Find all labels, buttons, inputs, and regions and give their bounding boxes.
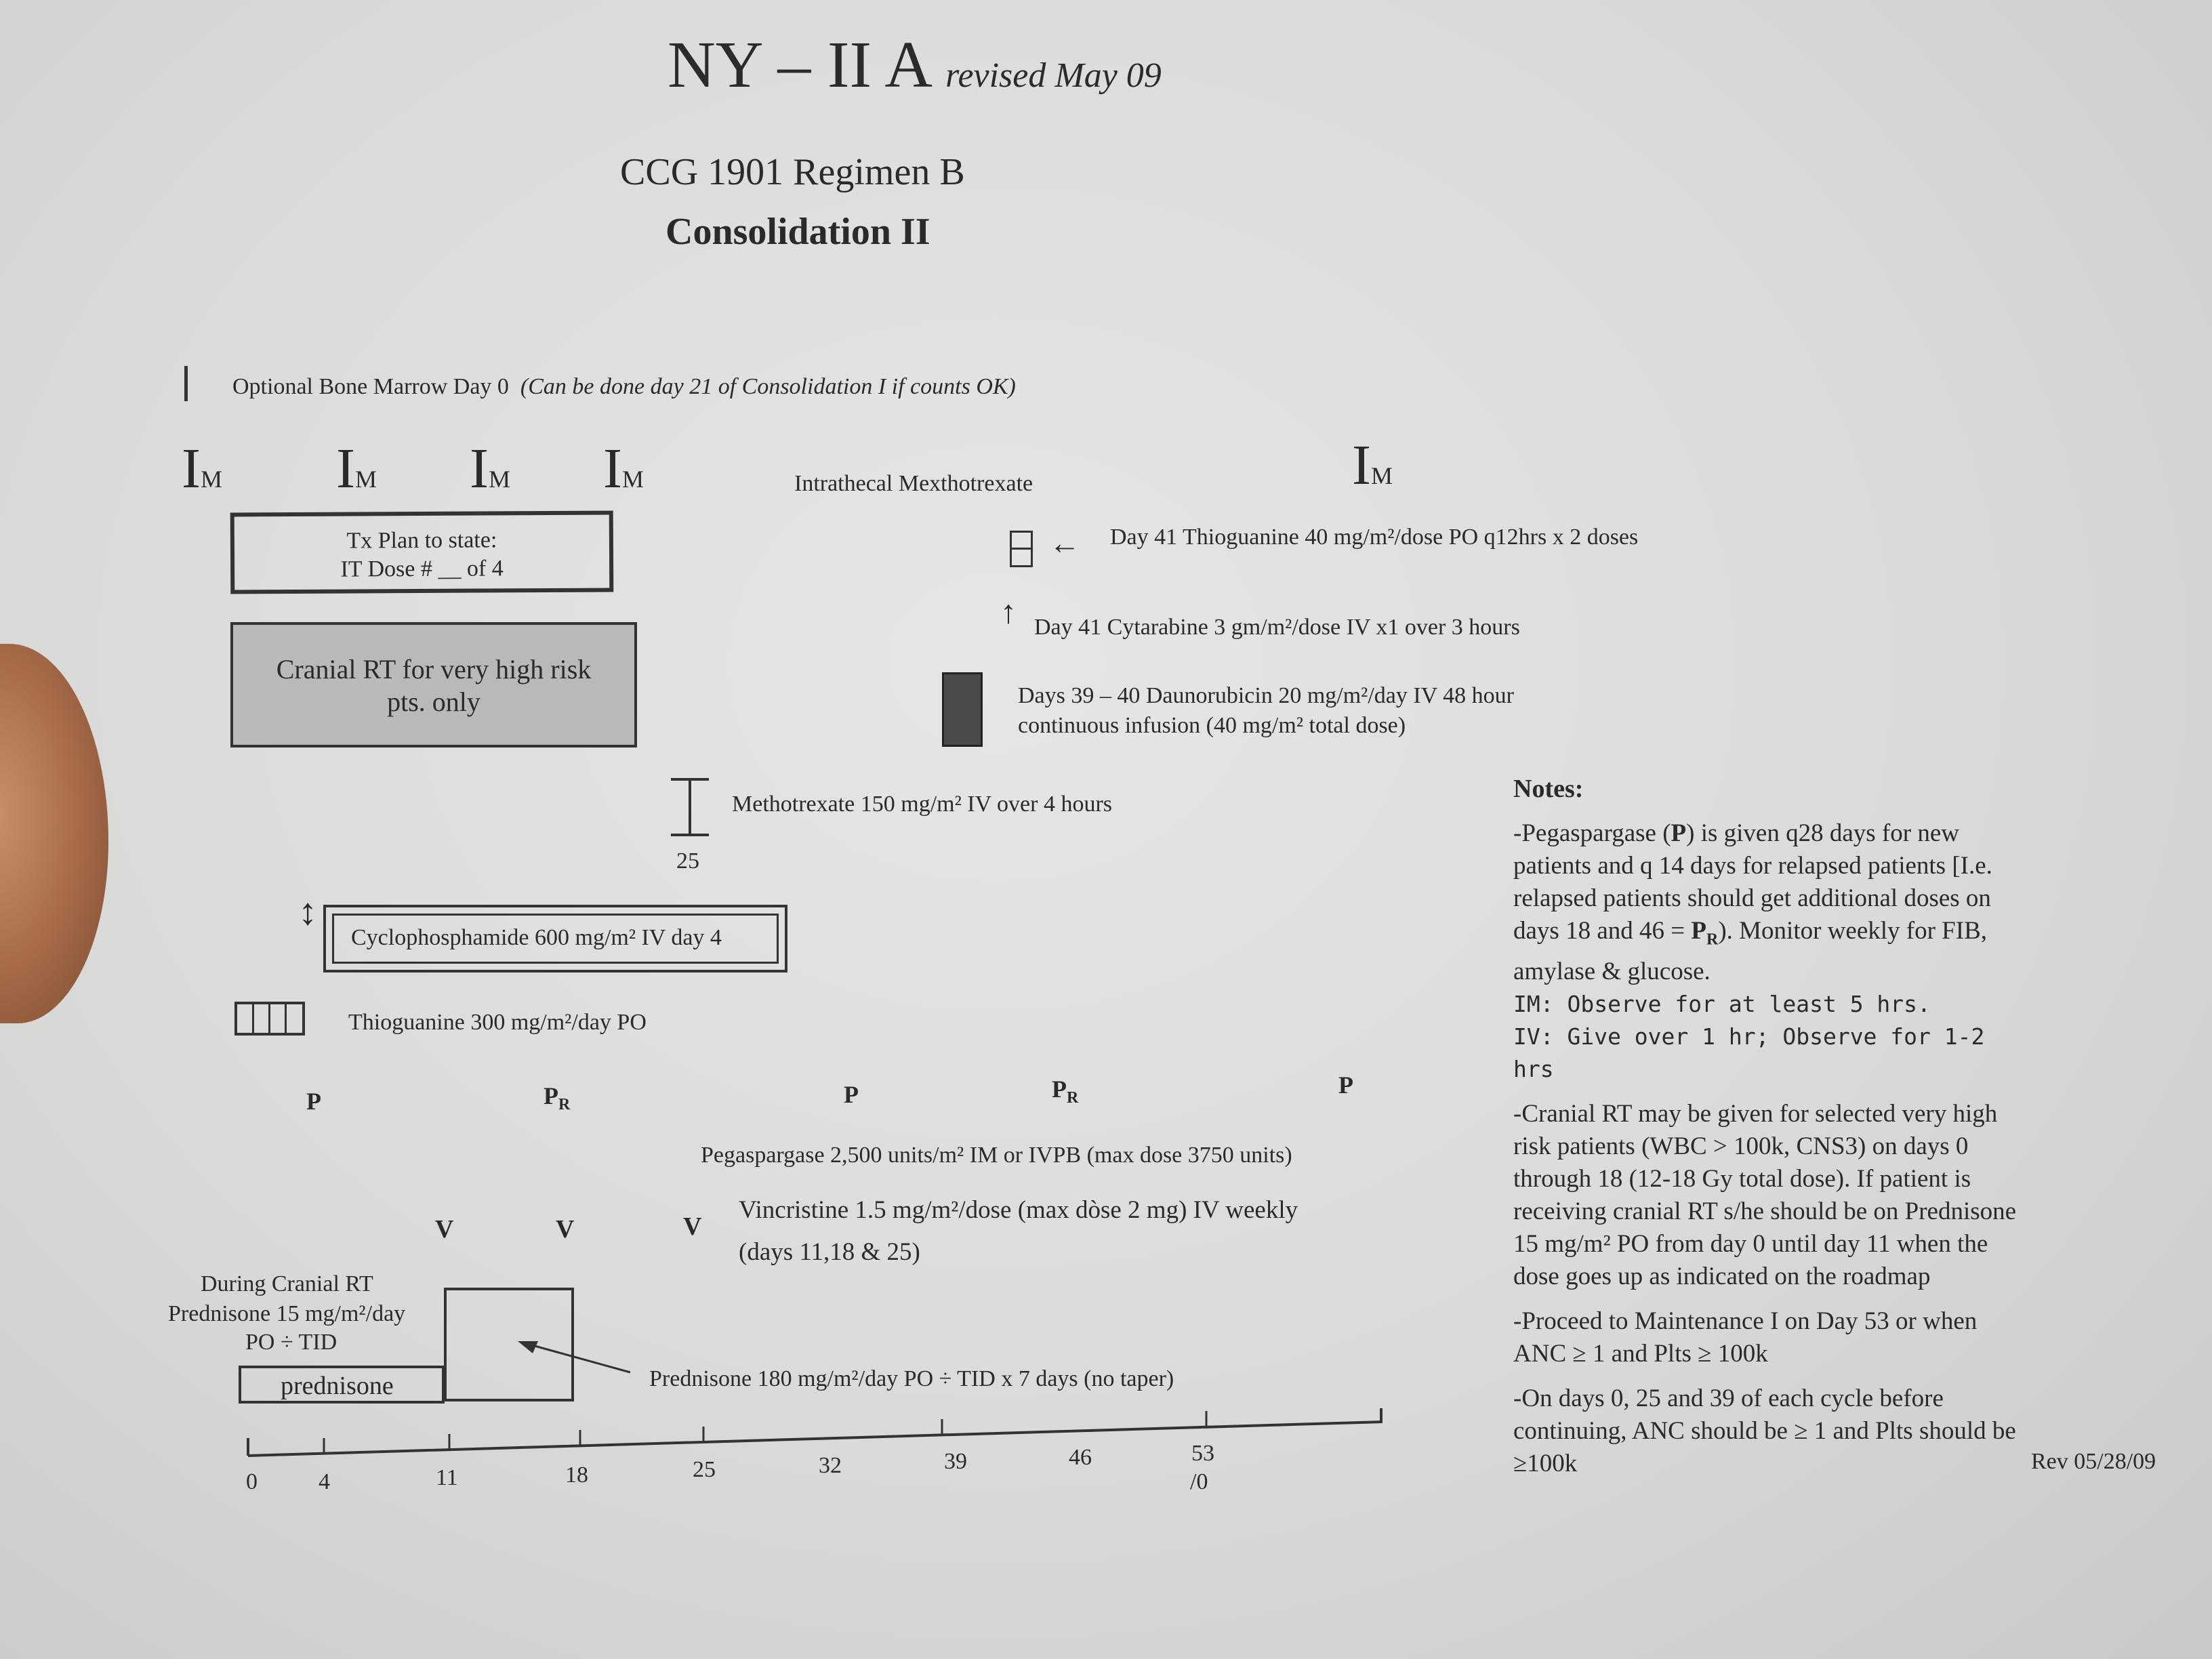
vincristine-marker-day25: V [683,1212,702,1241]
methotrexate-iv-icon [671,778,709,836]
notes-panel [1513,773,2028,1480]
during-rt-line2: Prednisone 15 mg/m²/day [168,1301,406,1326]
prednisone-main-text: Prednisone 180 mg/m²/day PO ÷ TID x 7 days (no taper) [649,1366,1174,1391]
left-arrow-icon: ← [1049,526,1080,560]
note-proceed: -Proceed to Maintenance I on Day 53 or when ANC ≥ 1 and Plts ≥ 100k [1513,1307,1978,1368]
day41-thio-text: Day 41 Thioguanine 40 mg/m²/dose PO q12hrs x 2 doses [1110,525,1639,550]
it-legend: Intrathecal Mexthotrexate [794,471,1033,496]
cranial-rt-box [230,622,637,747]
methotrexate-day: 25 [676,848,699,874]
daunorubicin-infusion-icon [942,672,983,747]
day41-cytarabine-text: Day 41 Cytarabine 3 gm/m²/dose IV x1 over 3 hours [1034,615,1520,640]
notes-heading: Notes: [1513,775,1584,803]
note-cranial: -Cranial RT may be given for selected very high risk patients (WBC > 100k, CNS3) on days 0 through 18 (12-18 Gy total dose). If patient is receiving cranial RT s/he should be on Prednisone 15 mg/m² PO from day 0 until day 11 when the dose goes up as indicated on the roadmap [1513,1100,2017,1291]
dauno-line2: continuous infusion (40 mg/m² total dose) [1018,713,1406,738]
prednisone-low-dose-box [239,1366,445,1404]
note-iv: IV: Give over 1 hr; Observe for 1-2 hrs [1513,1023,1985,1083]
cranial-line1: Cranial RT for very high risk [276,654,592,684]
cyclophosphamide-text: Cyclophosphamide 600 mg/m² IV day 4 [351,925,722,950]
page-title: NY – II A revised May 09 [668,28,1162,102]
peg-relapsed-marker-day18: $P_R$ [544,1082,571,1114]
timeline-day-25: 25 [693,1457,716,1482]
bone-marrow-note: (Can be done day 21 of Consolidation I if counts OK) [520,374,1016,399]
tx-plan-box [230,511,614,594]
note-im: IM: Observe for at least 5 hrs. [1513,991,1931,1018]
thioguanine-text: Thioguanine 300 mg/m²/day PO [348,1010,647,1035]
during-rt-line3: PO ÷ TID [245,1330,337,1355]
tx-plan-line2: IT Dose # __ of 4 [340,556,504,582]
vincristine-marker-day18: V [556,1215,575,1244]
thumb-shadow [0,644,108,1023]
thioguanine-daily-icon [234,1002,305,1036]
thio-q12-icon [1010,531,1033,567]
timeline-day-53-sub: /0 [1190,1469,1208,1494]
timeline-axis [237,1403,1389,1457]
regimen-subtitle: CCG 1901 Regimen B [620,151,965,193]
it-marker-5: IM [1352,434,1393,497]
timeline-day-32: 32 [819,1453,842,1478]
it-marker-3: IM [470,437,510,500]
tx-plan-line1: Tx Plan to state: [346,527,497,554]
note-on-days: -On days 0, 25 and 39 of each cycle before continuing, ANC should be ≥ 1 and Plts should be ≥100k [1513,1385,2016,1478]
dauno-line1: Days 39 – 40 Daunorubicin 20 mg/m²/day IV 48 hour [1018,683,1514,708]
bone-marrow-line: Optional Bone Marrow Day 0 (Can be done day 21 of Consolidation I if counts OK) [232,374,1016,399]
vincristine-marker-day11: V [435,1215,454,1244]
revision-date: Rev 05/28/09 [2031,1449,2156,1474]
timeline-day-46: 46 [1069,1445,1092,1470]
it-marker-1: IM [182,437,222,500]
timeline-day-11: 11 [436,1465,458,1490]
note-pegaspargase: -Pegaspargase (P) is given q28 days for new patients and q 14 days for relapsed patients [I.e. relapsed patients should get additional doses on days 18 and $46 = P_R$). Monitor weekly for FIB, amylase & glucose. [1513,819,1992,986]
timeline-day-39: 39 [944,1449,967,1474]
updown-arrow-icon: ↕ [298,891,317,933]
timeline-day-18: 18 [565,1462,588,1488]
up-arrow-icon: ↑ [1000,594,1017,630]
methotrexate-text: Methotrexate 150 mg/m² IV over 4 hours [732,792,1113,817]
timeline-day-0: 0 [246,1469,258,1494]
during-rt-line1: During Cranial RT [201,1271,373,1296]
vincristine-line1: Vincristine 1.5 mg/m²/dose (max dòse 2 mg) IV weekly [739,1196,1298,1224]
it-marker-2: IM [336,437,377,500]
cranial-line2: pts. only [387,687,480,717]
timeline-day-4: 4 [319,1469,330,1494]
cyclophosphamide-box [323,905,787,972]
prednisone-box-label: prednisone [281,1372,394,1400]
bone-marrow-marker [184,366,188,401]
vincristine-line2: (days 11,18 & 25) [739,1238,920,1266]
title-revised: revised May 09 [945,56,1162,95]
it-marker-4: IM [603,437,644,500]
pegaspargase-text: Pegaspargase 2,500 units/m² IM or IVPB (max dose 3750 units) [701,1143,1292,1168]
peg-relapsed-marker-day46: $P_R$ [1052,1076,1079,1107]
peg-marker-day4: P [306,1088,321,1115]
phase-heading: Consolidation II [665,211,930,253]
prednisone-pointer-arrow [515,1338,637,1379]
timeline-day-53: 53 [1191,1441,1214,1466]
peg-marker-day32: P [844,1081,859,1108]
peg-marker-day53: P [1338,1071,1353,1099]
